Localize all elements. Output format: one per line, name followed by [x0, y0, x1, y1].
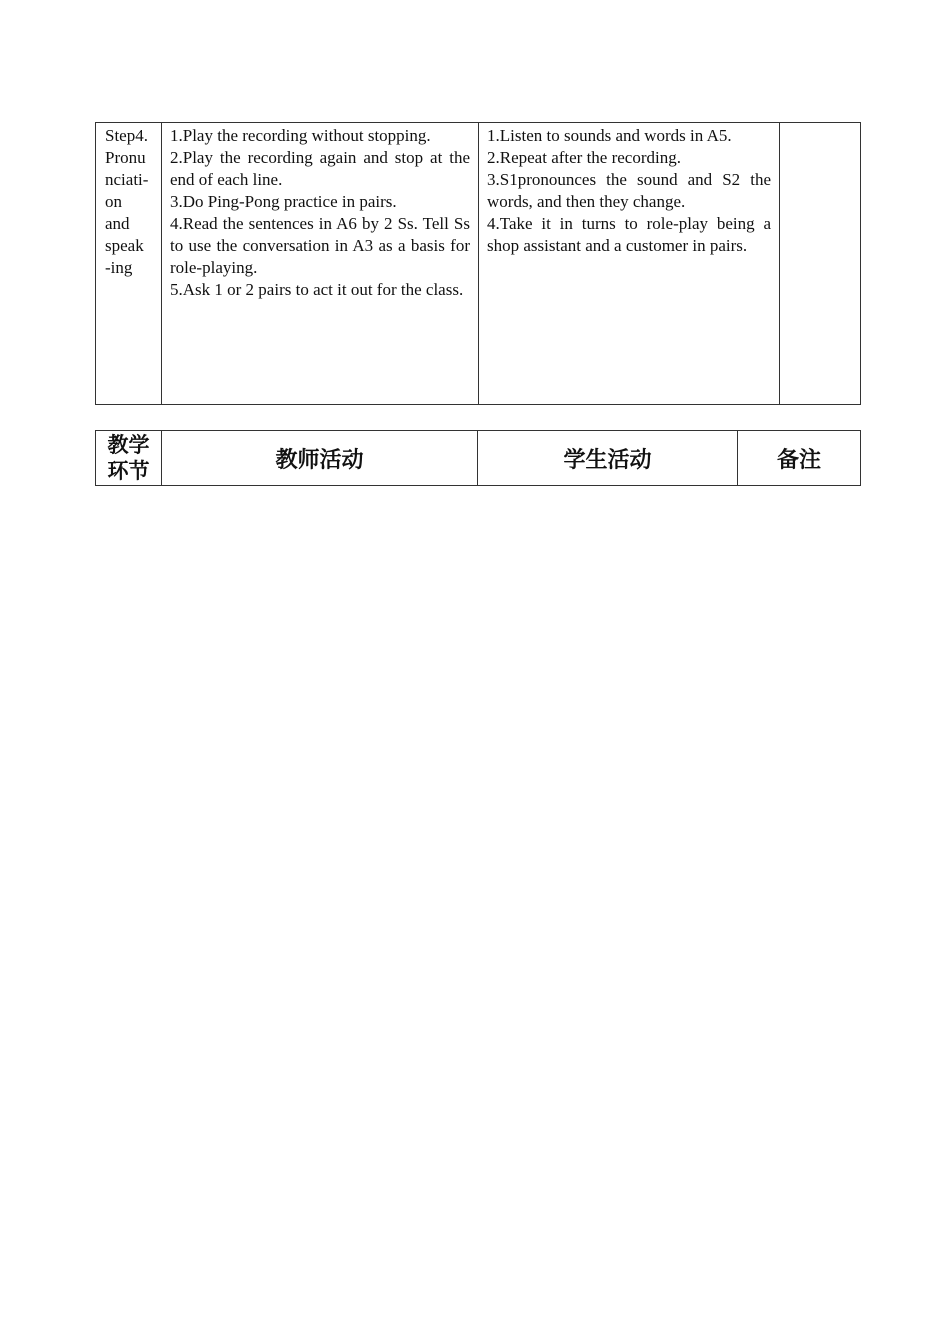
- step-cell: [96, 123, 162, 405]
- lesson-header-table: [95, 430, 861, 486]
- student-activity-item: 4.Take it in turns to role-play being a shop assistant and a customer in pairs.: [487, 214, 771, 255]
- teacher-activity-cell: [162, 123, 479, 405]
- step-line: on: [105, 192, 122, 211]
- teacher-activity-item: 2.Play the recording again and stop at the end of each line.: [170, 148, 470, 189]
- notes-cell: [780, 123, 861, 405]
- step-line: Pronu: [105, 148, 146, 167]
- header-step-line: 教学: [107, 433, 150, 457]
- step-line: Step4.: [105, 126, 148, 145]
- student-activity-item: 1.Listen to sounds and words in A5.: [487, 126, 732, 145]
- student-activity-item: 3.S1pronounces the sound and S2 the words, and then they change.: [487, 170, 771, 211]
- step-line: and: [105, 214, 130, 233]
- notes-text: [780, 123, 860, 125]
- table-row: [96, 123, 861, 405]
- header-student-cell: 学生活动: [478, 431, 738, 486]
- teacher-activity-item: 3.Do Ping-Pong practice in pairs.: [170, 192, 397, 211]
- student-activity-cell: [479, 123, 780, 405]
- teacher-activity-item: 4.Read the sentences in A6 by 2 Ss. Tell Ss to use the conversation in A3 as a basis for role-playing.: [170, 214, 470, 277]
- lesson-plan-table: [95, 122, 861, 405]
- header-step-cell: [96, 431, 162, 486]
- teacher-activity-item: 5.Ask 1 or 2 pairs to act it out for the class.: [170, 280, 464, 299]
- teacher-activity-item: 1.Play the recording without stopping.: [170, 126, 431, 145]
- step-line: speak: [105, 236, 144, 255]
- student-activity-item: 2.Repeat after the recording.: [487, 148, 681, 167]
- header-step-line: 环节: [107, 459, 150, 483]
- step-line: -ing: [105, 258, 133, 277]
- header-notes-cell: 备注: [738, 431, 861, 486]
- header-teacher-cell: 教师活动: [162, 431, 478, 486]
- header-row: [96, 431, 861, 486]
- step-line: nciati-: [105, 170, 149, 189]
